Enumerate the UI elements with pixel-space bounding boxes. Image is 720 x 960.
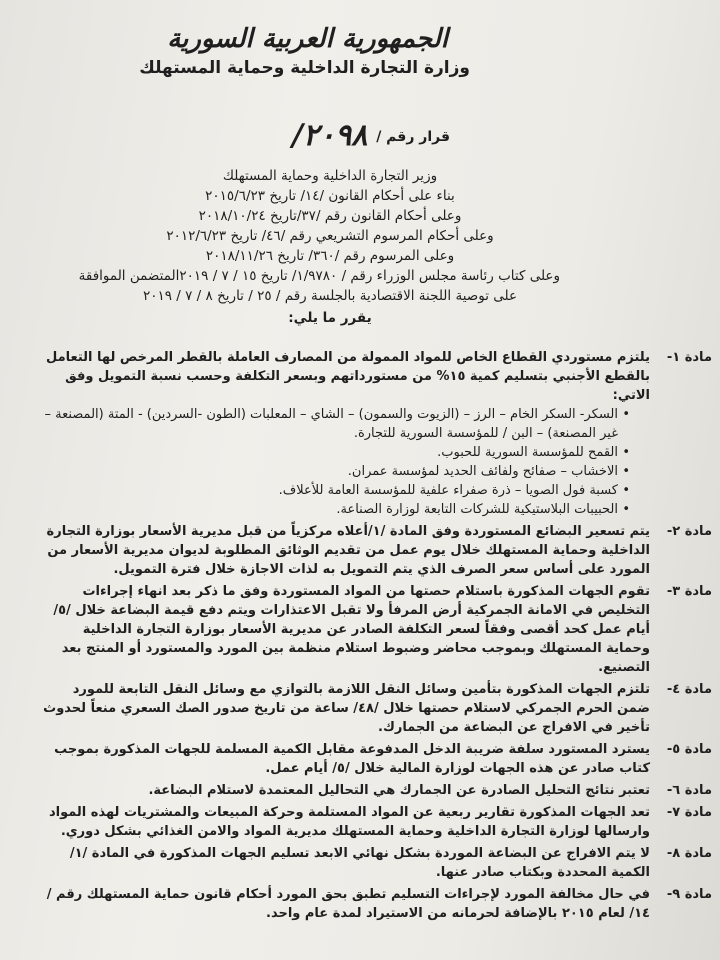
republic-header: الجمهورية العربية السورية (167, 24, 448, 54)
decides-heading: يقرر ما يلي: (288, 310, 372, 326)
article-label: مادة ٨- (666, 846, 712, 861)
preamble-line: وعلى المرسوم رقم /٣٦٠/ تاريخ ٢٠١٨/١١/٢٦ (205, 248, 455, 264)
article-label: مادة ٩- (666, 887, 712, 902)
list-item: • الحبيبات البلاستيكية للشركات التابعة لوزارة الصناعة. (40, 500, 630, 519)
article-text: يسترد المستورد سلفة ضريبة الدخل المدفوعة مقابل الكمية المسلمة للجهات المذكورة بموجب كتاب صادر عن هذه الجهات لوزارة المالية خلال /٥/ أيام عمل. (54, 742, 650, 776)
preamble-line: على توصية اللجنة الاقتصادية بالجلسة رقم / ٢٥ / تاريخ ٨ / ٧ / ٢٠١٩ (142, 288, 518, 304)
decision-number-line (292, 118, 450, 153)
article-label: مادة ٦- (666, 783, 712, 798)
list-item: • السكر- السكر الخام – الرز – (الزيوت والسمون) – الشاي – المعلبات (الطون -السردين) - المتة (المصنعة – غير المصنعة) – البن / للمؤسسة السورية للتجارة. (40, 405, 630, 443)
article-5 (40, 740, 712, 778)
article-1-bullets (40, 405, 650, 519)
list-item: • الاخشاب – صفائح ولفائف الحديد لمؤسسة عمران. (40, 462, 630, 481)
article-text: تعتبر نتائج التحليل الصادرة عن الجمارك هي التحاليل المعتمدة لاستلام البضاعة. (148, 783, 650, 798)
preamble-line: وعلى أحكام القانون رقم /٣٧/تاريخ ٢٠١٨/١٠/٢٤ (198, 208, 462, 224)
list-item: • القمح للمؤسسة السورية للحبوب. (40, 443, 630, 462)
article-label: مادة ٧- (666, 805, 712, 820)
ministry-header: وزارة التجارة الداخلية وحماية المستهلك (139, 58, 470, 78)
article-3 (40, 582, 712, 677)
article-text: في حال مخالفة المورد لإجراءات التسليم تطبق بحق المورد أحكام قانون حماية المستهلك رقم /١٤/ لعام ٢٠١٥ بالإضافة لحرمانه من الاستيراد لمدة عام واحد. (46, 887, 650, 921)
article-4 (40, 680, 712, 737)
decision-number: ٢٠٩٨/ (291, 118, 368, 153)
preamble-line: وزير التجارة الداخلية وحماية المستهلك (222, 168, 438, 184)
article-6 (40, 781, 712, 800)
decision-label: قرار رقم / (376, 129, 450, 145)
article-label: مادة ٢- (666, 524, 712, 539)
article-1 (40, 348, 712, 519)
article-label: مادة ٣- (666, 584, 712, 599)
article-label: مادة ١- (666, 350, 712, 365)
article-text: تلتزم الجهات المذكورة بتأمين وسائل النقل اللازمة بالتوازي مع وسائل النقل التابعة للمورد ضمن الحرم الجمركي لاستلام حصتها خلال /٤٨/ ساعة من تاريخ صدور الصك السعري منعاً لحدوث تأخير في الافراج عن البضاعة من الجمارك. (43, 682, 650, 735)
article-label: مادة ٤- (666, 682, 712, 697)
article-text: يلتزم مستوردي القطاع الخاص للمواد الممولة من المصارف العاملة بالقطر المرخص لها التعامل بالقطع الأجنبي بتسليم كمية ١٥% من مستورداتهم وبسعر التكلفة وحسب نسبة التمويل وفق الاتي: (45, 350, 650, 403)
article-text: يتم تسعير البضائع المستوردة وفق المادة /١/أعلاه مركزياً من قبل مديرية الأسعار بوزارة التجارة الداخلية وحماية المستهلك خلال يوم عمل من تقديم الوثائق المطلوبة لديوان مديرية الأسعار من المورد على أساس سعر الصرف الذي يتم التمويل به لذات الاجازة خلال فترة التمويل. (46, 524, 650, 577)
preamble (78, 166, 560, 328)
article-label: مادة ٥- (666, 742, 712, 757)
preamble-line: بناء على أحكام القانون /١٤/ تاريخ ٢٠١٥/٦/٢٣ (205, 188, 455, 204)
articles-list (40, 348, 712, 926)
article-text: تعد الجهات المذكورة تقارير ربعية عن المواد المستلمة وحركة المبيعات والمشتريات لهذه المواد وارسالها لوزارة التجارة الداخلية وحماية المستهلك مديرية المواد والامن الغذائي بشكل دوري. (48, 805, 650, 839)
article-9 (40, 885, 712, 923)
article-text: لا يتم الافراج عن البضاعة الموردة بشكل نهائي الابعد تسليم الجهات المذكورة في المادة /١/ الكمية المحددة وبكتاب صادر عنها. (69, 846, 650, 880)
article-text: تقوم الجهات المذكورة باستلام حصتها من المواد المستوردة وفق ما ذكر بعد انهاء إجراءات التخليص في الامانة الجمركية أرض المرفأ ولا تقبل الاعتذارات ويتم دفع قيمة البضاعة خلال /٥/ أيام عمل كحد أقصى وفقاً لسعر التكلفة الصادر عن مديرية الأسعار بوزارة التجارة الداخلية وحماية المستهلك وبموجب محاضر وضبوط استلام منظمة بين المورد والمستورد أو المنتج بعد التصنيع. (53, 584, 650, 675)
article-8 (40, 844, 712, 882)
preamble-line: وعلى أحكام المرسوم التشريعي رقم /٤٦/ تاريخ ٢٠١٢/٦/٢٣ (166, 228, 494, 244)
article-7 (40, 803, 712, 841)
article-2 (40, 522, 712, 579)
preamble-line: وعلى كتاب رئاسة مجلس الوزراء رقم / ١/٩٧٨٠/ تاريخ ١٥ / ٧ / ٢٠١٩المتضمن الموافقة (78, 268, 560, 284)
list-item: • كسبة فول الصويا – ذرة صفراء علفية للمؤسسة العامة للأعلاف. (40, 481, 630, 500)
